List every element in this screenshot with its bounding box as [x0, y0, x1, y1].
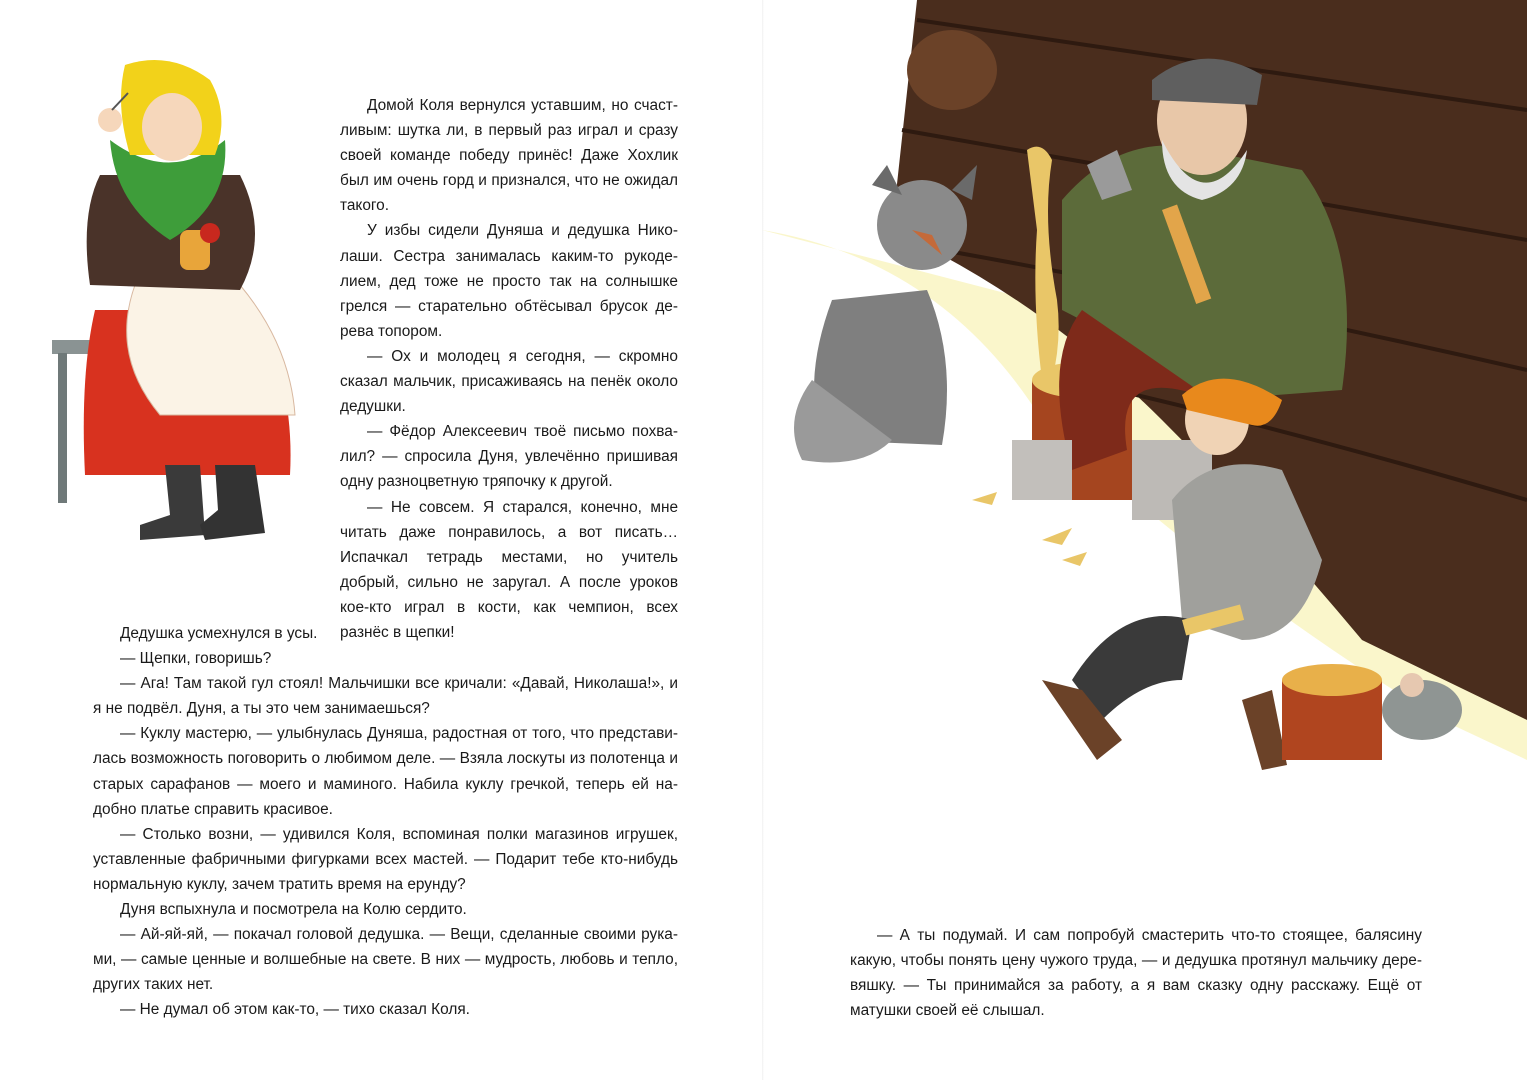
small-stump-top	[1282, 664, 1382, 696]
boot	[200, 465, 265, 540]
paragraph: У избы сидели Дуняша и дедушка Николаши. Сестра занималась каким-то рукоделием, дед тоже не просто так на солнышке грелся — старательно обтёсывал брусок дерева топором.	[340, 222, 678, 340]
hand	[98, 108, 122, 132]
paragraph: Дедушка усмехнулся в усы.	[120, 625, 318, 642]
grandfather-felt-boot	[1012, 440, 1072, 500]
doll-head	[200, 223, 220, 243]
girl-drawing	[40, 55, 310, 555]
text-column-bottom	[93, 621, 678, 1023]
apron	[127, 285, 295, 415]
paragraph: — Ай-яй-яй, — покачал головой дедушка. — Вещи, сделанные своими руками, — самые ценные и волшебные на свете. В них — мудрость, любовь и тепло, других таких нет.	[93, 926, 678, 994]
illustration-grandfather-boy-wolf	[742, 0, 1527, 800]
paragraph: — Не думал об этом как-то, — тихо сказал Коля.	[120, 1001, 470, 1019]
paragraph: — Ох и молодец я сегодня, — скромно сказал мальчик, присаживаясь на пенёк около дедушки.	[340, 347, 678, 416]
paragraph: Дуня вспыхнула и посмотрела на Колю сердито.	[120, 901, 467, 919]
paragraph: — Фёдор Алексеевич твоё письмо похвалил? — спросила Дуня, увлечённо пришивая одну разноцветную тряпочку к другой.	[340, 423, 678, 491]
wood-chip	[1042, 528, 1072, 545]
paragraph: — Не совсем. Я старался, конечно, мне читать даже понравилось, а вот писать… Испачкал тетрадь местами, но учитель добрый, сильно не заругал. А после уроков кое-кто играл в кости, как чемпион, всех разнёс в щепки!	[340, 498, 678, 641]
text-column-right	[850, 923, 1422, 1023]
boot	[140, 465, 205, 540]
paragraph: — А ты подумай. И сам попробуй смастерить что-то стоящее, балясину какую, чтобы понять цену чужого труда, — и дедушка протянул мальчику деревяшку. — Ты принимайся за работу, а я вам сказку одну расскажу. Ещё от матушки своей её слышал.	[850, 927, 1422, 1020]
scene-drawing	[742, 0, 1527, 800]
wood-chip	[1062, 552, 1087, 566]
wood-chip	[972, 492, 997, 505]
text-column-top	[340, 93, 678, 645]
face	[142, 93, 202, 161]
left-page	[0, 0, 763, 1080]
illustration-girl-sewing	[40, 55, 310, 555]
log-end	[907, 30, 997, 110]
paragraph: — Щепки, говоришь?	[120, 650, 272, 668]
boy-boot	[1242, 690, 1287, 770]
paragraph: — Куклу мастерю, — улыбнулась Дуняша, радостная от того, что представилась возможность поговорить о любимом деле. — Взяла лоскуты из полотенца и старых сарафанов — моего и маминого. Набила куклу гречкой, теперь ей надобно платье справить красивое.	[93, 725, 678, 818]
stool-leg	[58, 353, 67, 503]
paragraph: Домой Коля вернулся уставшим, но счастливым: шутка ли, в первый раз играл и сразу своей команде победу принёс! Даже Хохлик был им очень горд и признался, что не ожидал такого.	[340, 97, 678, 215]
hokhlik-face	[1400, 673, 1424, 697]
wolf-head	[877, 180, 967, 270]
paragraph: — Ага! Там такой гул стоял! Мальчишки все кричали: «Давай, Николаша!», и я не подвёл. Дуня, а ты это чем занимаешься?	[93, 675, 678, 718]
paragraph: — Столько возни, — удивился Коля, вспоминая полки магазинов игрушек, уставленные фабричными фигурками всех мастей. — Подарит тебе кто-нибудь нормальную куклу, зачем тратить время на ерунду?	[93, 825, 678, 893]
